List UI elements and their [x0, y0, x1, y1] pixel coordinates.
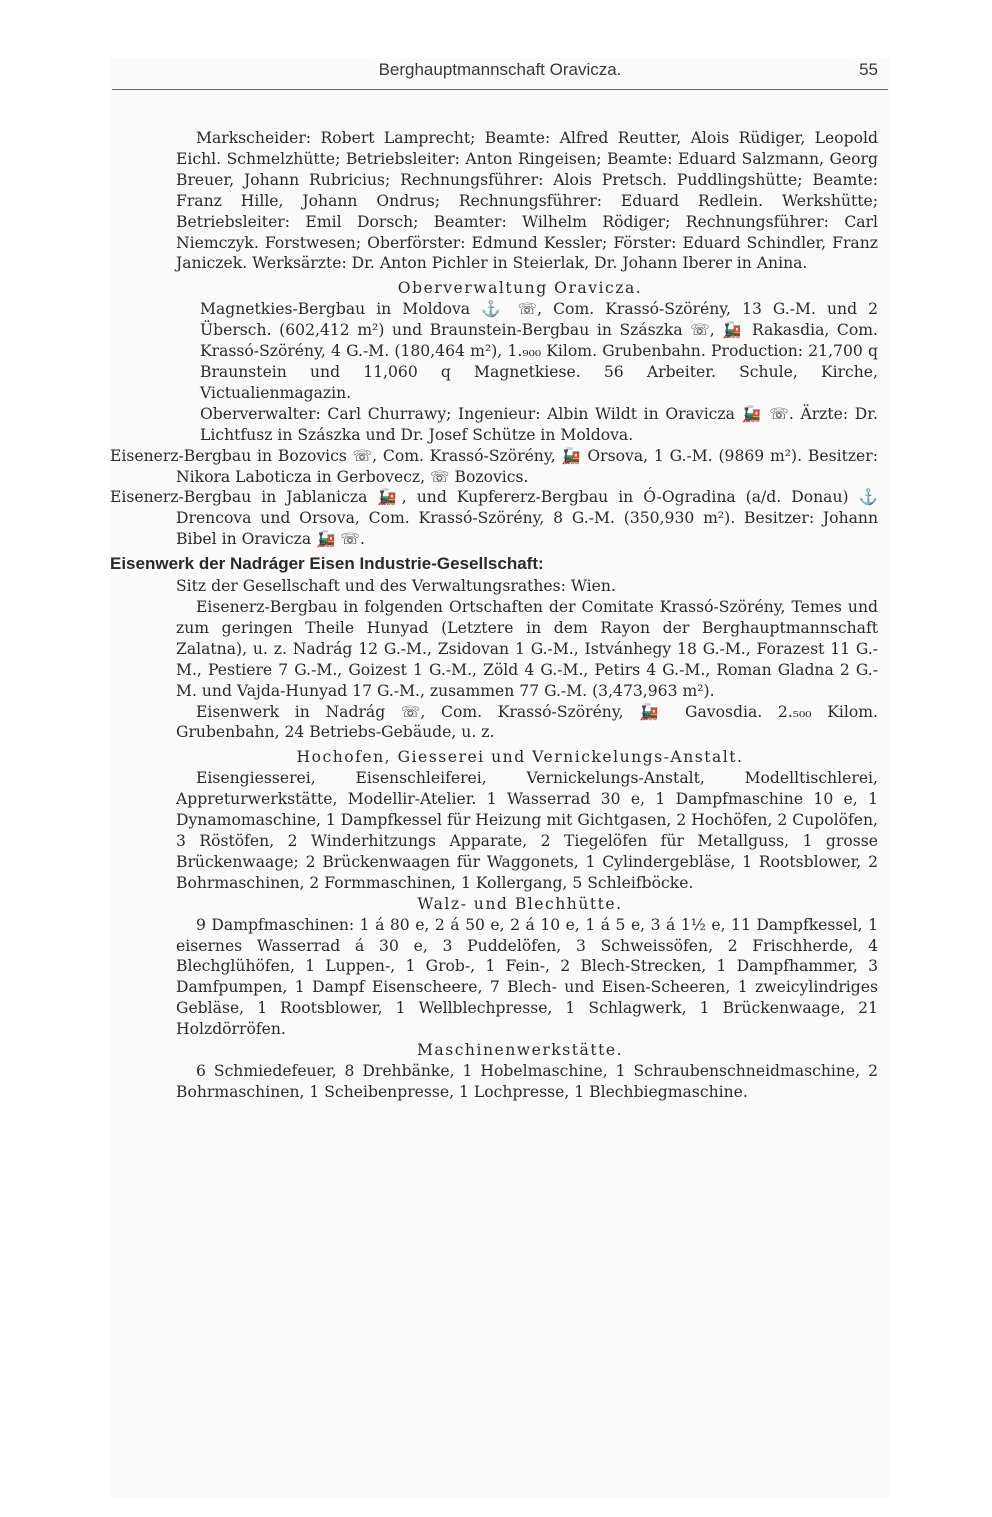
page-body [110, 128, 890, 1103]
hochofen-paragraph: Eisengiesserei, Eisenschleiferei, Vernickelungs-Anstalt, Modelltischlerei, Appreturwerkstätte, Modellir-Atelier. 1 Wasserrad 30 e, 1 Dampfmaschine 10 e, 1 Dynamomaschine, 1 Dampfkessel für Heizung mit Gichtgasen, 2 Hochöfen, 2 Cupolöfen, 3 Röstöfen, 2 Winderhitzungs Apparate, 2 Tiegelöfen für Metallguss, 1 grosse Brückenwaage; 2 Brückenwaagen für Waggonets, 1 Cylindergebläse, 1 Rootsblower, 2 Bohrmaschinen, 2 Formmaschinen, 1 Kollergang, 5 Schleifböcke. [176, 769, 878, 892]
bozovics-paragraph: Eisenerz-Bergbau in Bozovics ☏, Com. Krassó-Szörény, 🚂 Orsova, 1 G.-M. (9869 m²). Besitzer: Nikora Laboticza in Gerbovecz, ☏ Bozovics. [110, 446, 878, 486]
section-heading-oberverwaltung: Oberverwaltung Oravicza. [397, 279, 643, 298]
book-page [110, 58, 890, 1498]
running-title: Berghauptmannschaft Oravicza. [378, 60, 622, 79]
section-heading-nadrager: Eisenwerk der Nadráger Eisen Industrie-Gesellschaft: [110, 554, 544, 574]
page-number: 55 [859, 60, 878, 79]
section-heading-walz: Walz- und Blechhütte. [417, 894, 623, 913]
sitz-paragraph: Sitz der Gesellschaft und des Verwaltungsrathes: Wien. [176, 577, 616, 596]
walz-paragraph: 9 Dampfmaschinen: 1 á 80 e, 2 á 50 e, 2 á 10 e, 1 á 5 e, 3 á 1½ e, 11 Dampfkessel, 1 eisernes Wasserrad á 30 e, 3 Puddelöfen, 3 Schweissöfen, 2 Frischherde, 4 Blechglühöfen, 1 Luppen-, 1 Grob-, 1 Fein-, 2 Blech-Strecken, 1 Dampfhammer, 3 Damfpumpen, 1 Dampf Eisenscheere, 7 Blech- und Eisen-Scheeren, 1 zweicylindriges Gebläse, 1 Rootsblower, 1 Wellblechpresse, 1 Schlagwerk, 1 Brückenwaage, 21 Holzdörröfen. [176, 915, 878, 1039]
running-header [110, 58, 890, 88]
staff-paragraph: Markscheider: Robert Lamprecht; Beamte: Alfred Reutter, Alois Rüdiger, Leopold Eichl. Schmelzhütte; Betriebsleiter: Anton Ringeisen; Beamte: Eduard Salzmann, Georg Breuer, Johann Rubricius; Rechnungsführer: Alois Pretsch. Puddlingshütte; Beamte: Franz Hille, Johann Ondrus; Rechnungsführer: Eduard Redlein. Werkshütte; Betriebsleiter: Emil Dorsch; Beamter: Wilhelm Rödiger; Rechnungsführer: Carl Niemczyk. Forstwesen; Oberförster: Edmund Kessler; Förster: Eduard Schindler, Franz Janiczek. Werksärzte: Dr. Anton Pichler in Steierlak, Dr. Johann Iberer in Anina. [176, 129, 878, 273]
eisenwerk-paragraph: Eisenwerk in Nadrág ☏, Com. Krassó-Szörény, 🚂 Gavosdia. 2.₅₀₀ Kilom. Grubenbahn, 24 Betriebs-Gebäude, u. z. [176, 702, 878, 742]
maschinen-paragraph: 6 Schmiedefeuer, 8 Drehbänke, 1 Hobelmaschine, 1 Schraubenschneidmaschine, 2 Bohrmaschinen, 1 Scheibenpresse, 1 Lochpresse, 1 Blechbiegmaschine. [176, 1061, 878, 1101]
jablanicza-paragraph: Eisenerz-Bergbau in Jablanicza 🚂, und Kupfererz-Bergbau in Ó-Ogradina (a/d. Donau) ⚓ Drencova und Orsova, Com. Krassó-Szörény, 8 G.-M. (350,930 m²). Besitzer: Johann Bibel in Oravicza 🚂 ☏. [110, 488, 878, 549]
section-heading-hochofen: Hochofen, Giesserei und Vernickelungs-Anstalt. [296, 748, 744, 767]
magnetkies-paragraph: Magnetkies-Bergbau in Moldova ⚓ ☏, Com. Krassó-Szörény, 13 G.-M. und 2 Übersch. (602,412 m²) und Braunstein-Bergbau in Szászka ☏, 🚂 Rakasdia, Com. Krassó-Szörény, 4 G.-M. (180,464 m²), 1.₉₀₀ Kilom. Grubenbahn. Production: 21,700 q Braunstein und 11,060 q Magnetkiese. 56 Arbeiter. Schule, Kirche, Victualienmagazin. [200, 300, 878, 402]
eisenerz-paragraph: Eisenerz-Bergbau in folgenden Ortschaften der Comitate Krassó-Szörény, Temes und zum geringen Theile Hunyad (Letztere in dem Rayon der Berghauptmannschaft Zalatna), u. z. Nadrág 12 G.-M., Zsidovan 1 G.-M., Istvánhegy 18 G.-M., Forazest 11 G.-M., Pestiere 7 G.-M., Goizest 1 G.-M., Zöld 4 G.-M., Petirs 4 G.-M., Roman Gladna 2 G.-M. und Vajda-Hunyad 17 G.-M., zusammen 77 G.-M. (3,473,963 m²). [176, 598, 878, 700]
oberverwalter-paragraph: Oberverwalter: Carl Churrawy; Ingenieur: Albin Wildt in Oravicza 🚂 ☏. Ärzte: Dr. Lichtfusz in Szászka und Dr. Josef Schütze in Moldova. [200, 404, 878, 444]
header-rule [112, 89, 888, 90]
section-heading-maschinen: Maschinenwerkstätte. [416, 1041, 624, 1060]
